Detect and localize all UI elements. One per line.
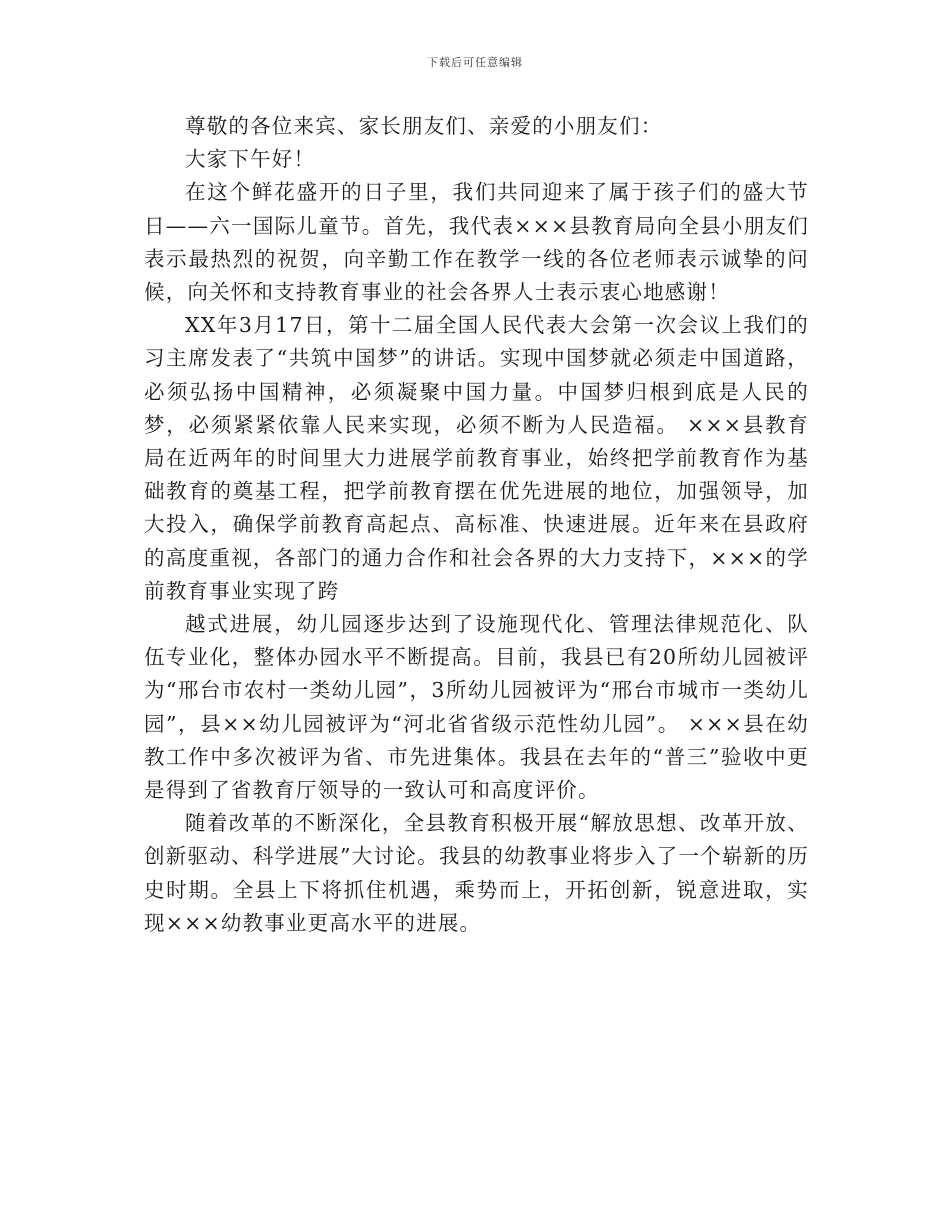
paragraph-1: 在这个鲜花盛开的日子里，我们共同迎来了属于孩子们的盛大节日——六一国际儿童节。首先，我代表×××县教育局向全县小朋友们表示最热烈的祝贺，向辛勤工作在教学一线的各位老师表示诚挚的问候，向关怀和支持教育事业的社会各界人士表示衷心地感谢！	[144, 180, 809, 305]
paragraph-2: XX年3月17日，第十二届全国人民代表大会第一次会议上我们的习主席发表了“共筑中国梦”的讲话。实现中国梦就必须走中国道路，必须弘扬中国精神，必须凝聚中国力量。中国梦归根到底是人民的梦，必须紧紧依靠人民来实现，必须不断为人民造福。 ×××县教育局在近两年的时间里大力进展学前教育事业，始终把学前教育作为基础教育的奠基工程，把学前教育摆在优先进展的地位，加强领导，加大投入，确保学前教育高起点、高标准、快速进展。近年来在县政府的高度重视，各部门的通力合作和社会各界的大力支持下，×××的学前教育事业实现了跨	[144, 313, 809, 603]
salutation: 尊敬的各位来宾、家长朋友们、亲爱的小朋友们：	[185, 114, 663, 138]
paragraph-3: 越式进展，幼儿园逐步达到了设施现代化、管理法律规范化、队伍专业化，整体办园水平不断提高。目前，我县已有20所幼儿园被评为“邢台市农村一类幼儿园”，3所幼儿园被评为“邢台市城市一类幼儿园”，县××幼儿园被评为“河北省省级示范性幼儿园”。 ×××县在幼教工作中多次被评为省、市先进集体。我县在去年的“普三”验收中更是得到了省教育厅领导的一致认可和高度评价。	[144, 612, 809, 803]
document-body	[144, 110, 809, 940]
paragraph-4: 随着改革的不断深化，全县教育积极开展“解放思想、改革开放、创新驱动、科学进展”大讨论。我县的幼教事业将步入了一个崭新的历史时期。全县上下将抓住机遇，乘势而上，开拓创新，锐意进取，实现×××幼教事业更高水平的进展。	[144, 811, 809, 935]
greeting: 大家下午好！	[185, 147, 316, 172]
page-header-note: 下载后可任意编辑	[427, 56, 523, 69]
